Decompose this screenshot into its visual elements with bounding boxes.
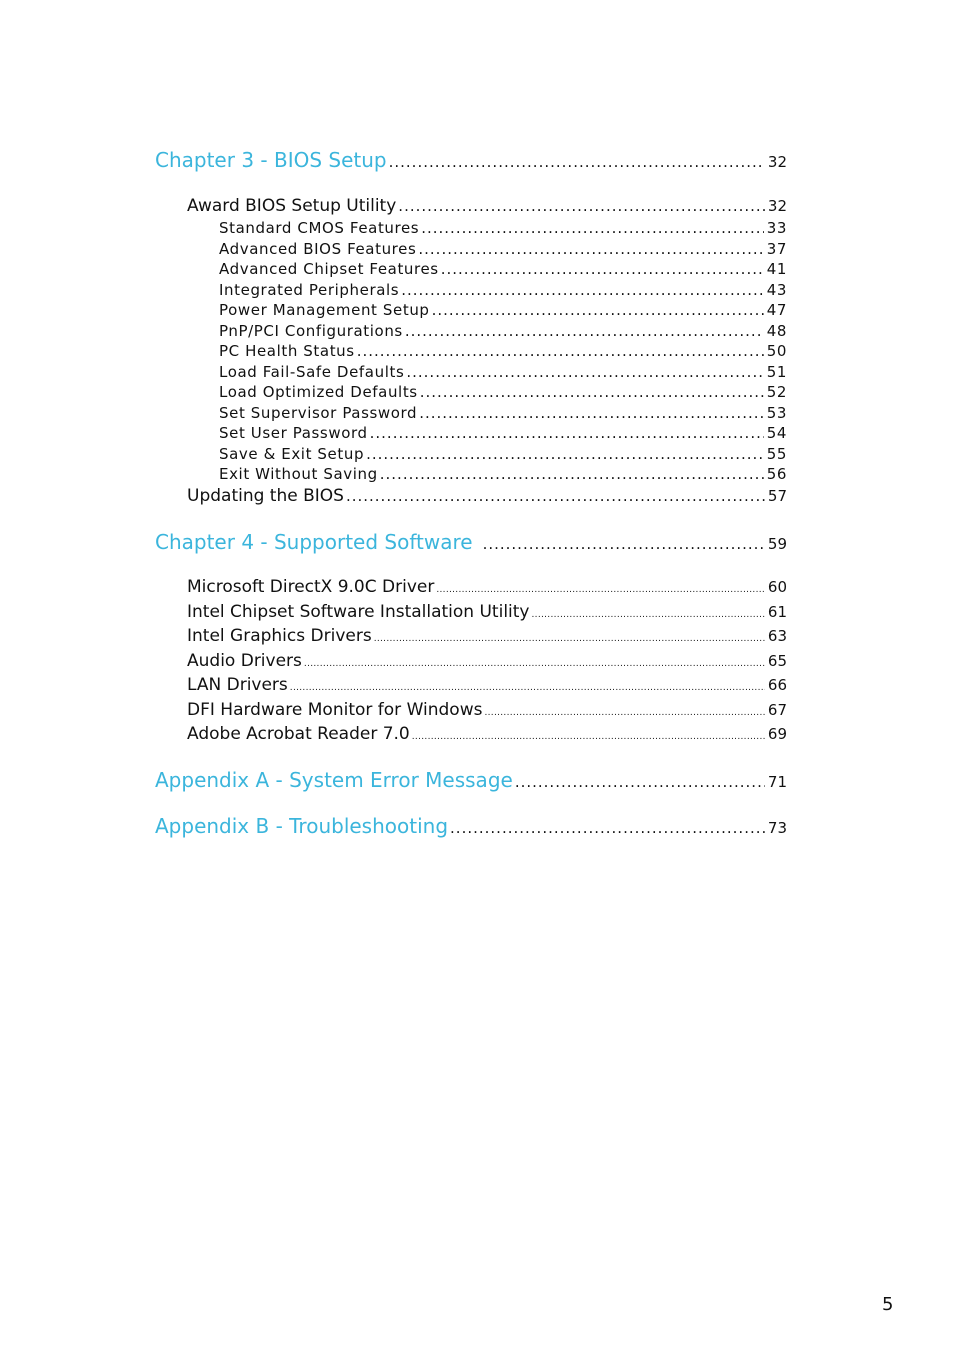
dot-leader [401, 281, 764, 299]
toc-sub-item[interactable] [219, 342, 787, 360]
toc-page-number: 52 [766, 383, 787, 401]
toc-section-item[interactable] [187, 602, 787, 622]
dot-leader [380, 465, 764, 483]
dot-leader [389, 153, 765, 171]
toc-page-number: 57 [767, 487, 787, 505]
toc-section-item[interactable] [187, 577, 787, 597]
dot-leader [483, 535, 765, 553]
page-number: 5 [882, 1294, 894, 1315]
toc-page-number: 33 [766, 219, 787, 237]
toc-sub-title: Save & Exit Setup [219, 444, 365, 463]
toc-section-award-bios[interactable] [187, 196, 787, 216]
toc-sub-item[interactable] [219, 260, 787, 278]
toc-section-item[interactable] [187, 700, 787, 720]
toc-sub-item[interactable] [219, 465, 787, 483]
dot-leader [421, 219, 763, 237]
toc-chapter-title: Chapter 4 - Supported Software [155, 530, 473, 554]
toc-page-number: 41 [766, 260, 787, 278]
dot-leader [405, 322, 764, 340]
toc-page-number: 73 [767, 819, 787, 837]
toc-page-number: 59 [767, 535, 787, 553]
toc-sub-title: Advanced Chipset Features [219, 260, 439, 278]
dot-leader [484, 708, 764, 718]
toc-sub-item[interactable] [219, 383, 787, 401]
dot-leader [515, 773, 765, 791]
dot-leader [450, 819, 765, 837]
toc-sub-title: Standard CMOS Features [219, 219, 420, 237]
dot-leader [432, 301, 764, 319]
toc-page-number: 65 [767, 651, 787, 670]
toc-page-number: 63 [767, 627, 787, 645]
toc-sub-item[interactable] [219, 445, 787, 463]
dot-leader [412, 732, 765, 742]
toc-sub-item[interactable] [219, 322, 787, 340]
toc-sub-title: Advanced BIOS Features [219, 239, 417, 258]
toc-page-number: 67 [767, 700, 787, 719]
toc-section-item[interactable] [187, 724, 787, 744]
toc-sub-title: Set Supervisor Password [219, 403, 418, 422]
toc-page-number: 54 [766, 424, 787, 442]
toc-page-number: 61 [767, 602, 787, 621]
toc-section-title: Microsoft DirectX 9.0C Driver [187, 577, 435, 597]
toc-sub-item[interactable] [219, 281, 787, 299]
toc-sub-title: Integrated Peripherals [219, 280, 400, 299]
toc-section-title: Intel Chipset Software Installation Utility [187, 601, 530, 622]
toc-sub-title: Load Optimized Defaults [219, 383, 418, 401]
toc-page-number: 32 [767, 197, 787, 215]
toc-page-number: 51 [766, 362, 787, 381]
toc-section-title: DFI Hardware Monitor for Windows [187, 699, 483, 720]
dot-leader [418, 240, 763, 258]
toc-page-number: 66 [767, 676, 787, 694]
toc-section-title: Audio Drivers [187, 650, 302, 671]
dot-leader [370, 424, 764, 442]
toc-sub-title: PC Health Status [219, 342, 355, 360]
toc-section-item[interactable] [187, 675, 787, 695]
toc-page-number: 32 [767, 153, 787, 171]
toc-appendix-b[interactable] [155, 814, 787, 838]
toc-section-item[interactable] [187, 626, 787, 646]
dot-leader [374, 634, 765, 644]
toc-chapter-4[interactable] [155, 530, 787, 554]
dot-leader [290, 683, 765, 693]
toc-sub-title: PnP/PCI Configurations [219, 321, 403, 340]
toc-page-number: 56 [766, 465, 787, 483]
dot-leader [357, 342, 764, 360]
toc-chapter-3[interactable] [155, 148, 787, 172]
toc-chapter-title: Chapter 3 - BIOS Setup [155, 148, 387, 172]
toc-page-number: 69 [767, 725, 787, 743]
dot-leader [398, 197, 765, 215]
toc-section-title: Intel Graphics Drivers [187, 626, 372, 646]
toc-page-number: 48 [766, 321, 787, 340]
toc-page-number: 37 [766, 239, 787, 258]
toc-sub-item[interactable] [219, 301, 787, 319]
toc-sub-title: Set User Password [219, 424, 368, 442]
toc-chapter-title: Appendix A - System Error Message [155, 768, 513, 792]
toc-section-title: Adobe Acrobat Reader 7.0 [187, 724, 410, 744]
dot-leader [366, 445, 764, 463]
toc-section-title: Updating the BIOS [187, 486, 344, 506]
dot-leader [406, 363, 763, 381]
toc-page-number: 47 [766, 301, 787, 319]
toc-page-number: 53 [766, 403, 787, 422]
toc-sub-item[interactable] [219, 240, 787, 258]
toc-chapter-title: Appendix B - Troubleshooting [155, 814, 449, 838]
toc-sub-title: Load Fail-Safe Defaults [219, 362, 405, 381]
toc-section-title: Award BIOS Setup Utility [187, 196, 397, 216]
toc-sub-title: Exit Without Saving [219, 465, 378, 483]
dot-leader [346, 487, 765, 505]
toc-appendix-a[interactable] [155, 768, 787, 792]
dot-leader [420, 383, 764, 401]
dot-leader [441, 260, 764, 278]
toc-sub-item[interactable] [219, 219, 787, 237]
toc-page-number: 55 [766, 444, 787, 463]
toc-sub-item[interactable] [219, 404, 787, 422]
dot-leader [436, 585, 765, 595]
toc-page-number: 60 [767, 578, 787, 596]
toc-sub-item[interactable] [219, 363, 787, 381]
toc-page-number: 43 [766, 280, 787, 299]
toc-sub-item[interactable] [219, 424, 787, 442]
toc-section-title: LAN Drivers [187, 675, 288, 695]
dot-leader [419, 404, 764, 422]
toc-page-number: 71 [767, 773, 787, 791]
toc-page-number: 50 [766, 342, 787, 360]
toc-section-item[interactable] [187, 651, 787, 671]
toc-section-updating-bios[interactable] [187, 486, 787, 506]
dot-leader [304, 659, 765, 669]
dot-leader [532, 610, 765, 620]
toc-sub-title: Power Management Setup [219, 301, 430, 319]
